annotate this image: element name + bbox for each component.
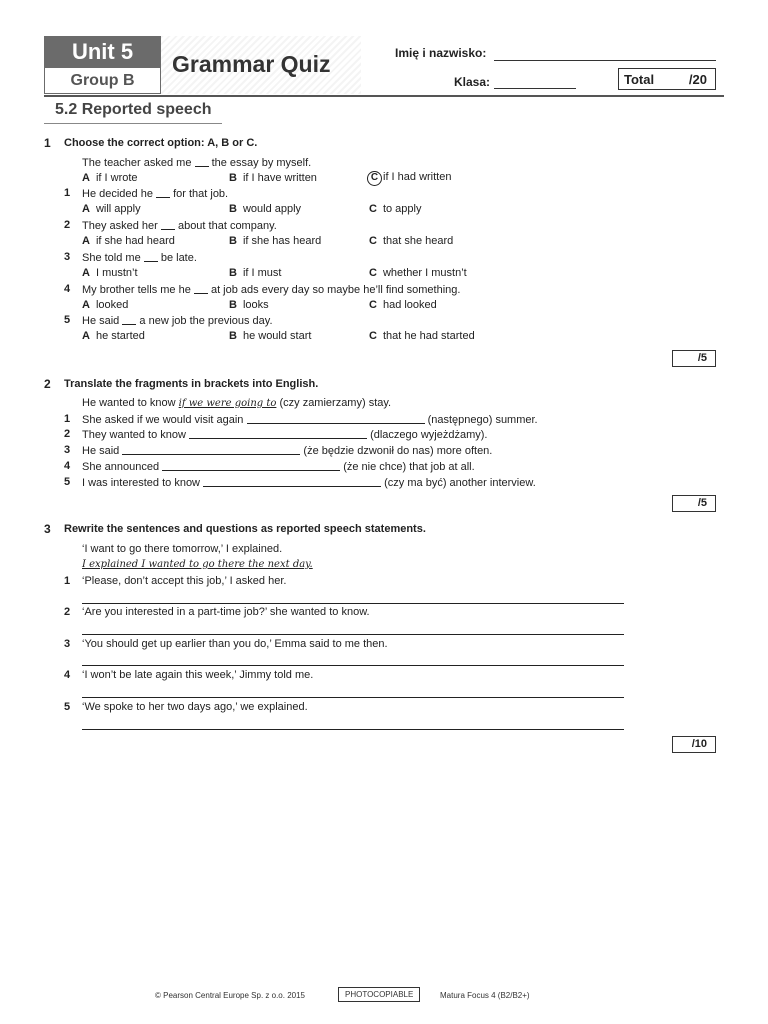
ex2-item — [82, 428, 487, 441]
option-text: if I have written — [242, 172, 317, 184]
ex1-item-question — [82, 219, 277, 232]
question-post: about that company. — [177, 220, 277, 232]
item-pre: I was interested to know — [82, 477, 201, 489]
answer-field[interactable] — [122, 444, 300, 455]
photocopiable-badge: PHOTOCOPIABLE — [338, 987, 420, 1002]
handwritten-answer: if we were going to — [178, 398, 277, 409]
item-post: (dlaczego wyjeżdżamy). — [370, 429, 488, 441]
class-label: Klasa: — [454, 75, 491, 89]
ex1-item-option-b[interactable]: B if I must — [229, 267, 282, 279]
ex1-item-option-a[interactable]: A looked — [82, 299, 129, 311]
question-post: be late. — [160, 252, 197, 264]
ex1-example-question — [82, 156, 311, 169]
option-text: if I must — [242, 267, 282, 279]
unit-label: Unit 5 — [44, 36, 161, 67]
option-text: I mustn’t — [95, 267, 138, 279]
ex1-item-option-b[interactable]: B would apply — [229, 203, 302, 215]
ex3-item-number: 1 — [64, 575, 71, 587]
ex3-item-prompt: ‘We spoke to her two days ago,’ we explained. — [82, 701, 308, 713]
answer-line[interactable] — [82, 665, 624, 666]
exercise-2-score: /5 — [672, 495, 716, 512]
ex1-item-option-c[interactable]: C whether I mustn’t — [369, 267, 467, 279]
option-text: would apply — [242, 203, 302, 215]
gap-blank[interactable] — [161, 219, 175, 230]
item-post: (że będzie dzwonił do nas) more often. — [303, 445, 493, 457]
section-divider — [44, 123, 222, 124]
question-pre: My brother tells me he — [82, 284, 191, 296]
exercise-2-instruction: Translate the fragments in brackets into English. — [64, 378, 319, 390]
item-post: (następnego) summer. — [427, 414, 538, 426]
option-text: will apply — [95, 203, 141, 215]
ex1-item-question — [82, 187, 228, 200]
class-field[interactable] — [494, 88, 576, 89]
ex1-example-option-c — [367, 171, 451, 186]
gap-blank[interactable] — [144, 251, 158, 262]
name-label: Imię i nazwisko: — [395, 46, 487, 60]
question-post: at job ads every day so maybe he’ll find something. — [210, 284, 461, 296]
exercise-3-instruction: Rewrite the sentences and questions as reported speech statements. — [64, 523, 426, 535]
ex1-item-option-a[interactable]: A I mustn’t — [82, 267, 138, 279]
item-post: (czy ma być) another interview. — [384, 477, 536, 489]
ex1-item-option-a[interactable]: A will apply — [82, 203, 141, 215]
ex2-item — [82, 413, 538, 426]
question-pre: They asked her — [82, 220, 158, 232]
answer-line[interactable] — [82, 729, 624, 730]
gap-blank[interactable] — [122, 314, 136, 325]
ex2-item — [82, 460, 475, 473]
option-text: he started — [95, 330, 145, 342]
option-text: if she has heard — [242, 235, 322, 247]
option-text: he would start — [242, 330, 312, 342]
question-pre: He said — [82, 315, 120, 327]
ex3-item-prompt: ‘Are you interested in a part-time job?’ she wanted to know. — [82, 606, 370, 618]
ex2-item-number: 1 — [64, 413, 71, 425]
ex2-item — [82, 444, 492, 457]
exercise-3-number: 3 — [44, 522, 51, 536]
total-score-box — [618, 68, 716, 90]
ex1-item-option-c[interactable]: C to apply — [369, 203, 422, 215]
gap-blank[interactable] — [195, 156, 209, 167]
ex1-example-post: the essay by myself. — [211, 157, 312, 169]
ex1-example-option-a: A if I wrote — [82, 172, 138, 184]
ex3-item-prompt: ‘I won’t be late again this week,’ Jimmy told me. — [82, 669, 314, 681]
ex1-item-option-a[interactable]: A he started — [82, 330, 145, 342]
copyright-notice: © Pearson Central Europe Sp. z o.o. 2015 — [155, 991, 305, 1000]
answer-field[interactable] — [203, 476, 381, 487]
ex1-item-number: 1 — [64, 187, 71, 199]
ex3-example-prompt: ‘I want to go there tomorrow,’ I explained. — [82, 543, 283, 555]
exercise-1-instruction: Choose the correct option: A, B or C. — [64, 137, 258, 149]
gap-blank[interactable] — [156, 187, 170, 198]
option-text: that she heard — [382, 235, 454, 247]
ex2-item — [82, 476, 536, 489]
question-pre: She told me — [82, 252, 141, 264]
ex1-item-option-a[interactable]: A if she had heard — [82, 235, 175, 247]
example-post: (czy zamierzamy) stay. — [279, 397, 392, 409]
ex1-example-option-b: B if I have written — [229, 172, 317, 184]
quiz-title: Grammar Quiz — [172, 51, 331, 77]
option-text: looks — [242, 299, 269, 311]
total-label: Total — [624, 72, 655, 87]
ex3-item-number: 3 — [64, 638, 71, 650]
total-score: /20 — [688, 72, 707, 87]
ex1-item-option-c[interactable]: C that she heard — [369, 235, 454, 247]
ex2-item-number: 2 — [64, 428, 71, 440]
item-pre: She asked if we would visit again — [82, 414, 244, 426]
exercise-1-number: 1 — [44, 136, 51, 150]
ex2-item-number: 3 — [64, 444, 71, 456]
question-pre: He decided he — [82, 188, 153, 200]
option-text: if she had heard — [95, 235, 175, 247]
option-text: if I wrote — [95, 172, 138, 184]
exercise-3-score: /10 — [672, 736, 716, 753]
header-divider — [44, 95, 724, 97]
ex1-example-pre: The teacher asked me — [82, 157, 192, 169]
ex1-item-option-b[interactable]: B he would start — [229, 330, 312, 342]
answer-field[interactable] — [189, 428, 367, 439]
ex1-item-question — [82, 283, 460, 296]
ex2-item-number: 5 — [64, 476, 71, 488]
ex3-example-handwritten-answer: I explained I wanted to go there the next day. — [82, 559, 313, 570]
answer-line[interactable] — [82, 603, 624, 604]
ex1-item-option-c[interactable]: C had looked — [369, 299, 437, 311]
ex1-item-number: 5 — [64, 314, 71, 326]
ex3-item-prompt: ‘You should get up earlier than you do,’ Emma said to me then. — [82, 638, 388, 650]
question-post: a new job the previous day. — [139, 315, 273, 327]
ex1-item-number: 3 — [64, 251, 71, 263]
item-pre: She announced — [82, 461, 160, 473]
option-text: if I had written — [383, 171, 452, 183]
option-text: looked — [95, 299, 129, 311]
group-label: Group B — [44, 67, 161, 94]
ex1-item-number: 2 — [64, 219, 71, 231]
answer-field[interactable] — [162, 460, 340, 471]
answer-field[interactable] — [247, 413, 425, 424]
book-title: Matura Focus 4 (B2/B2+) — [440, 991, 530, 1000]
item-pre: They wanted to know — [82, 429, 186, 441]
ex2-item-number: 4 — [64, 460, 71, 472]
ex1-item-question — [82, 251, 197, 264]
item-post: (że nie chce) that job at all. — [343, 461, 475, 473]
option-text: whether I mustn’t — [382, 267, 467, 279]
section-title: 5.2 Reported speech — [55, 101, 212, 118]
gap-blank[interactable] — [194, 283, 208, 294]
option-text: to apply — [382, 203, 422, 215]
ex1-item-option-c[interactable]: C that he had started — [369, 330, 475, 342]
ex1-item-question — [82, 314, 273, 327]
option-text: had looked — [382, 299, 437, 311]
answer-line[interactable] — [82, 634, 624, 635]
answer-line[interactable] — [82, 697, 624, 698]
ex3-item-prompt: ‘Please, don’t accept this job,’ I asked her. — [82, 575, 287, 587]
exercise-2-number: 2 — [44, 377, 51, 391]
circled-answer-icon: C — [367, 171, 382, 186]
name-field[interactable] — [494, 60, 716, 61]
ex1-item-option-b[interactable]: B if she has heard — [229, 235, 322, 247]
example-pre: He wanted to know — [82, 397, 176, 409]
ex3-item-number: 5 — [64, 701, 71, 713]
ex1-item-number: 4 — [64, 283, 71, 295]
ex3-item-number: 4 — [64, 669, 71, 681]
ex3-item-number: 2 — [64, 606, 71, 618]
question-post: for that job. — [173, 188, 229, 200]
exercise-1-score: /5 — [672, 350, 716, 367]
ex2-example — [82, 397, 391, 409]
option-text: that he had started — [382, 330, 475, 342]
ex1-item-option-b[interactable]: B looks — [229, 299, 269, 311]
item-pre: He said — [82, 445, 120, 457]
